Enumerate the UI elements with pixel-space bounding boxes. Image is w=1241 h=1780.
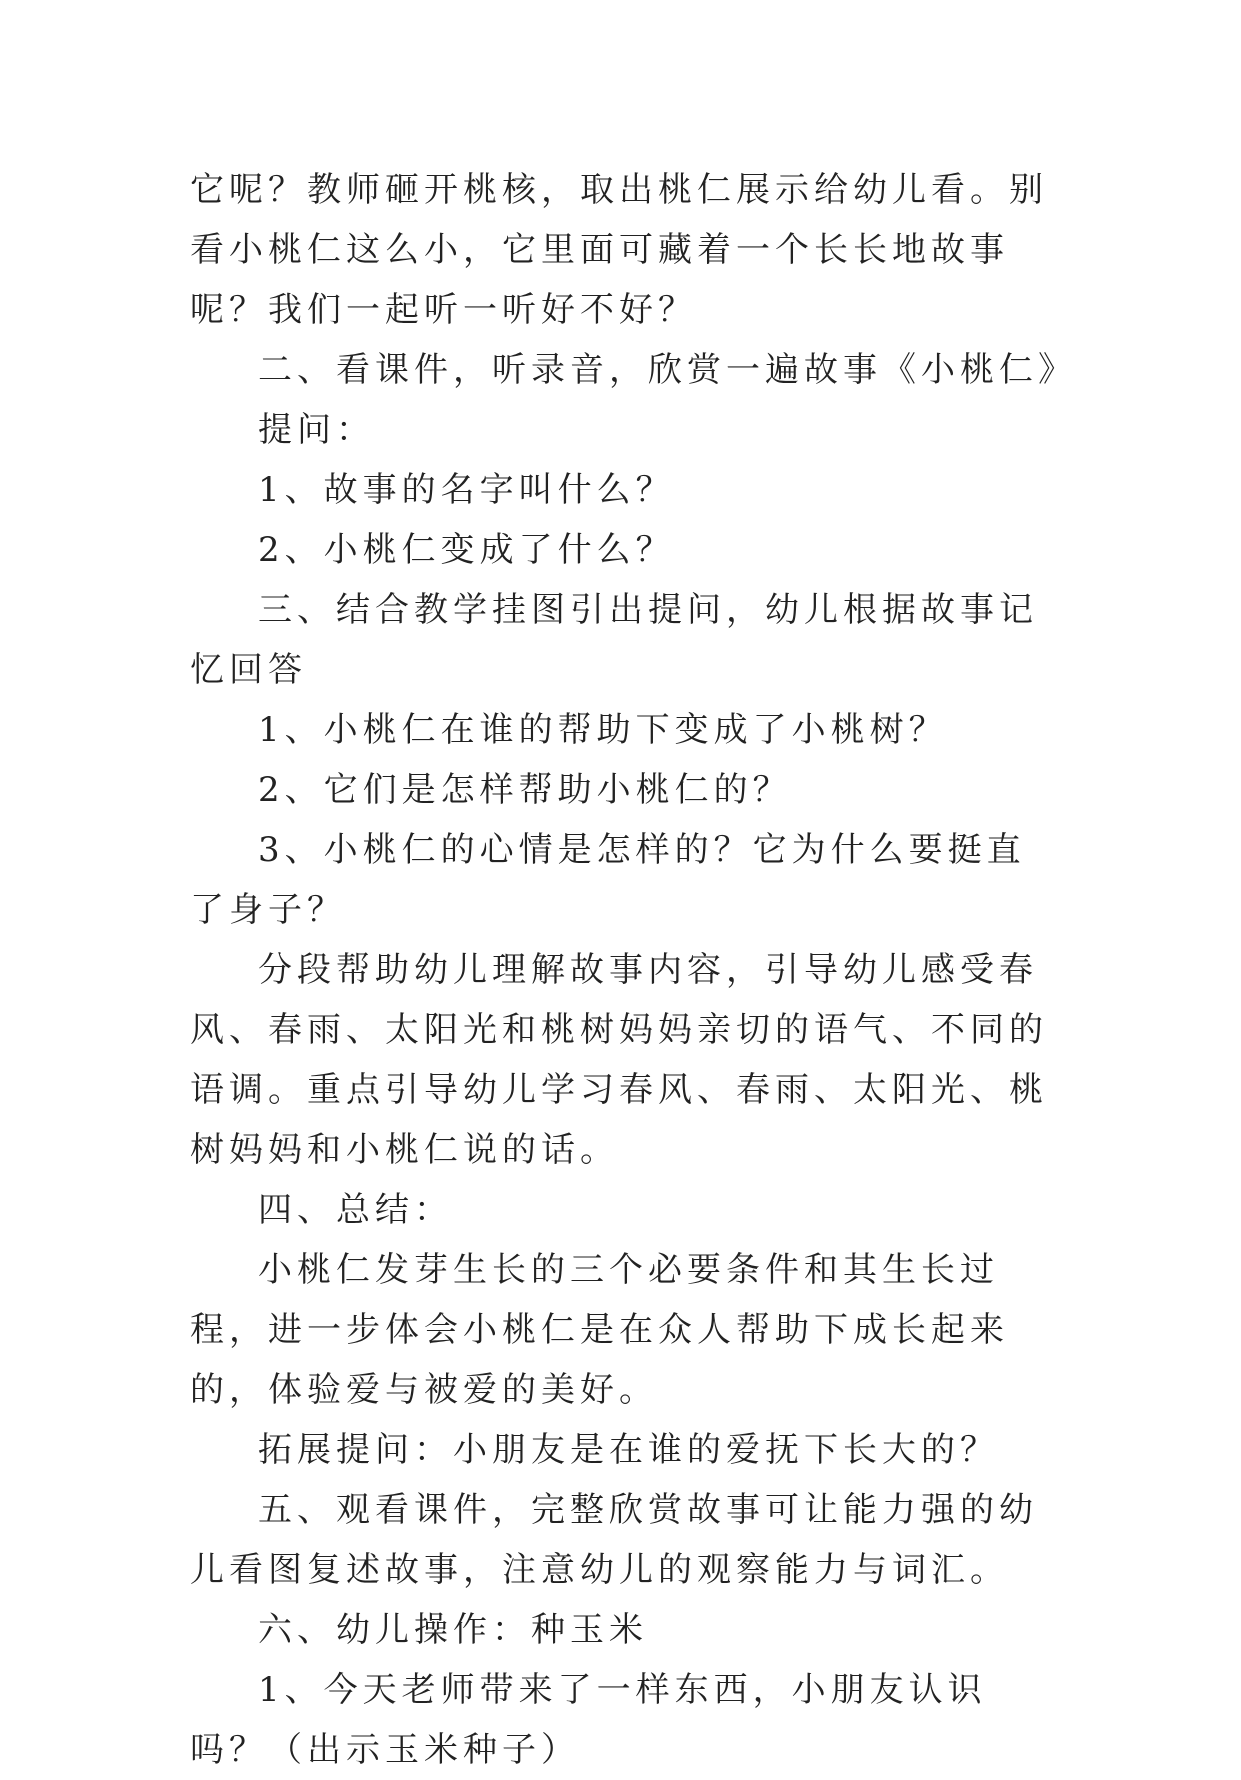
question-item: 2、小桃仁变成了什么？ <box>258 530 675 570</box>
questions-label: 提问： <box>258 410 375 450</box>
section-heading-2: 二、看课件，听录音，欣赏一遍故事《小桃仁》 <box>258 350 1077 390</box>
section-heading-6: 六、幼儿操作：种玉米 <box>258 1610 648 1650</box>
paragraph-summary: 小桃仁发芽生长的三个必要条件和其生长过程，进一步体会小桃仁是在众人帮助下成长起来的，体验爱与被爱的美好。 <box>190 1250 1009 1410</box>
question-item: 1、故事的名字叫什么？ <box>258 470 675 510</box>
section-heading-5: 五、观看课件，完整欣赏故事可让能力强的幼儿看图复述故事，注意幼儿的观察能力与词汇。 <box>190 1490 1038 1590</box>
paragraph-extension-question: 拓展提问：小朋友是在谁的爱抚下长大的？ <box>258 1430 999 1470</box>
paragraph-guidance: 分段帮助幼儿理解故事内容，引导幼儿感受春风、春雨、太阳光和桃树妈妈亲切的语气、不同的语调。重点引导幼儿学习春风、春雨、太阳光、桃树妈妈和小桃仁说的话。 <box>190 950 1048 1170</box>
activity-item: 1、今天老师带来了一样东西，小朋友认识吗？（出示玉米种子） <box>190 1670 987 1770</box>
section-heading-4: 四、总结： <box>258 1190 453 1230</box>
question-item: 1、小桃仁在谁的帮助下变成了小桃树？ <box>258 710 948 750</box>
paragraph-intro-continued: 它呢？教师砸开桃核，取出桃仁展示给幼儿看。别看小桃仁这么小，它里面可藏着一个长长地故事呢？我们一起听一听好不好？ <box>190 170 1048 330</box>
question-item: 3、小桃仁的心情是怎样的？它为什么要挺直了身子？ <box>190 830 1026 930</box>
document-body <box>190 160 1077 1780</box>
question-item: 2、它们是怎样帮助小桃仁的？ <box>258 770 792 810</box>
section-heading-3: 三、结合教学挂图引出提问，幼儿根据故事记忆回答 <box>190 590 1038 690</box>
